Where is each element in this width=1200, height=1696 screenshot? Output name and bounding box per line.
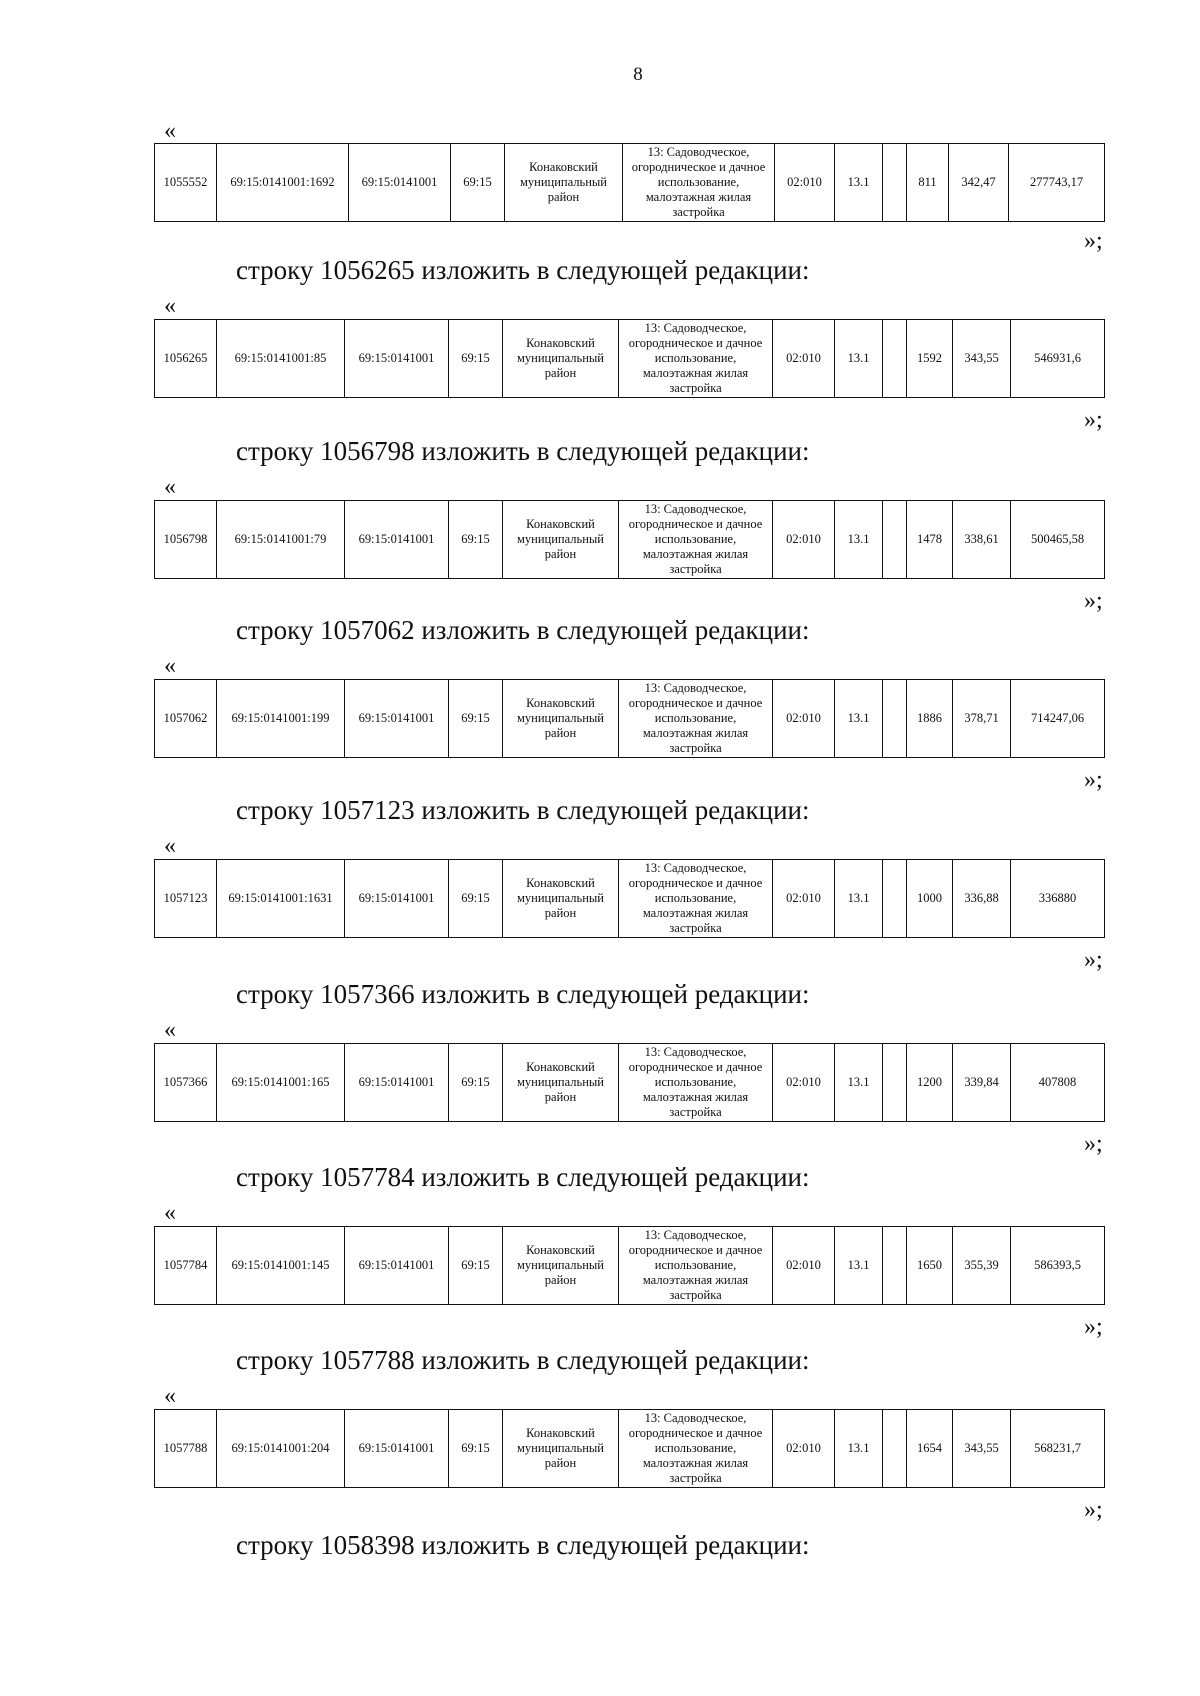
open-quote: « xyxy=(164,1383,176,1409)
cell-district-code: 69:15 xyxy=(449,1227,503,1305)
cell-group: 13.1 xyxy=(835,320,883,398)
cell-cadastral-value: 586393,5 xyxy=(1011,1227,1105,1305)
cell-id: 1055552 xyxy=(155,144,217,222)
cell-zone-code: 02:010 xyxy=(775,144,835,222)
cell-specific-value: 343,55 xyxy=(953,1410,1011,1488)
cell-cadastral-number: 69:15:0141001:79 xyxy=(217,501,345,579)
cell-group: 13.1 xyxy=(835,1044,883,1122)
open-quote: « xyxy=(164,293,176,319)
cell-empty xyxy=(883,320,907,398)
cell-empty xyxy=(883,1410,907,1488)
cell-empty xyxy=(883,680,907,758)
cell-group: 13.1 xyxy=(835,501,883,579)
cell-group: 13.1 xyxy=(835,144,883,222)
cell-district-code: 69:15 xyxy=(449,680,503,758)
entry-heading: строку 1056798 изложить в следующей редакции: xyxy=(236,436,810,466)
close-quote: »; xyxy=(1084,1131,1103,1157)
cell-area: 1592 xyxy=(907,320,953,398)
cell-municipality: Конаковский муниципальный район xyxy=(503,320,619,398)
cell-land-use: 13: Садоводческое, огородническое и дачное использование, малоэтажная жилая застройка xyxy=(619,680,773,758)
table-row xyxy=(155,1227,1105,1305)
data-table xyxy=(154,679,1105,758)
table-row xyxy=(155,1410,1105,1488)
cell-cadastral-number: 69:15:0141001:145 xyxy=(217,1227,345,1305)
close-quote: »; xyxy=(1084,767,1103,793)
cell-group: 13.1 xyxy=(835,680,883,758)
cell-zone-code: 02:010 xyxy=(773,680,835,758)
cell-specific-value: 378,71 xyxy=(953,680,1011,758)
open-quote: « xyxy=(164,833,176,859)
open-quote: « xyxy=(164,118,176,144)
entry-heading: строку 1057062 изложить в следующей редакции: xyxy=(236,615,810,645)
cell-area: 1650 xyxy=(907,1227,953,1305)
data-table xyxy=(154,1409,1105,1488)
cell-group: 13.1 xyxy=(835,860,883,938)
table-row xyxy=(155,860,1105,938)
cell-cadastral-value: 277743,17 xyxy=(1009,144,1105,222)
cell-land-use: 13: Садоводческое, огородническое и дачное использование, малоэтажная жилая застройка xyxy=(619,501,773,579)
cell-area: 1000 xyxy=(907,860,953,938)
close-quote: »; xyxy=(1084,947,1103,973)
cell-district-code: 69:15 xyxy=(451,144,505,222)
cell-cadastral-value: 568231,7 xyxy=(1011,1410,1105,1488)
table-row xyxy=(155,1044,1105,1122)
cell-municipality: Конаковский муниципальный район xyxy=(503,680,619,758)
cell-land-use: 13: Садоводческое, огородническое и дачное использование, малоэтажная жилая застройка xyxy=(619,1227,773,1305)
cell-group: 13.1 xyxy=(835,1410,883,1488)
cell-land-use: 13: Садоводческое, огородническое и дачное использование, малоэтажная жилая застройка xyxy=(619,320,773,398)
data-table xyxy=(154,319,1105,398)
cell-district-code: 69:15 xyxy=(449,1410,503,1488)
cell-id: 1056265 xyxy=(155,320,217,398)
cell-cadastral-number: 69:15:0141001:85 xyxy=(217,320,345,398)
data-table xyxy=(154,1043,1105,1122)
cell-municipality: Конаковский муниципальный район xyxy=(503,501,619,579)
cell-area: 1886 xyxy=(907,680,953,758)
cell-cadastral-number: 69:15:0141001:204 xyxy=(217,1410,345,1488)
close-quote: »; xyxy=(1084,1497,1103,1523)
cell-id: 1057123 xyxy=(155,860,217,938)
cell-district-code: 69:15 xyxy=(449,501,503,579)
cell-municipality: Конаковский муниципальный район xyxy=(505,144,623,222)
cell-id: 1056798 xyxy=(155,501,217,579)
entry-heading: строку 1057123 изложить в следующей редакции: xyxy=(236,795,810,825)
entry-heading: строку 1056265 изложить в следующей редакции: xyxy=(236,255,810,285)
close-quote: »; xyxy=(1084,588,1103,614)
cell-empty xyxy=(883,1044,907,1122)
cell-zone-code: 02:010 xyxy=(773,1410,835,1488)
cell-district-code: 69:15 xyxy=(449,1044,503,1122)
table-row xyxy=(155,680,1105,758)
cell-specific-value: 336,88 xyxy=(953,860,1011,938)
cell-zone-code: 02:010 xyxy=(773,501,835,579)
cell-quarter: 69:15:0141001 xyxy=(345,320,449,398)
cell-area: 1200 xyxy=(907,1044,953,1122)
data-table xyxy=(154,1226,1105,1305)
cell-zone-code: 02:010 xyxy=(773,320,835,398)
cell-cadastral-number: 69:15:0141001:165 xyxy=(217,1044,345,1122)
cell-zone-code: 02:010 xyxy=(773,1044,835,1122)
cell-cadastral-number: 69:15:0141001:1692 xyxy=(217,144,349,222)
cell-quarter: 69:15:0141001 xyxy=(345,680,449,758)
cell-specific-value: 343,55 xyxy=(953,320,1011,398)
cell-quarter: 69:15:0141001 xyxy=(349,144,451,222)
entry-heading: строку 1057784 изложить в следующей редакции: xyxy=(236,1162,810,1192)
open-quote: « xyxy=(164,1017,176,1043)
cell-district-code: 69:15 xyxy=(449,320,503,398)
cell-id: 1057062 xyxy=(155,680,217,758)
data-table xyxy=(154,143,1105,222)
cell-quarter: 69:15:0141001 xyxy=(345,860,449,938)
cell-land-use: 13: Садоводческое, огородническое и дачное использование, малоэтажная жилая застройка xyxy=(619,1410,773,1488)
cell-cadastral-value: 546931,6 xyxy=(1011,320,1105,398)
entry-heading: строку 1057788 изложить в следующей редакции: xyxy=(236,1345,810,1375)
cell-quarter: 69:15:0141001 xyxy=(345,1410,449,1488)
open-quote: « xyxy=(164,653,176,679)
cell-area: 1654 xyxy=(907,1410,953,1488)
cell-municipality: Конаковский муниципальный район xyxy=(503,1227,619,1305)
cell-specific-value: 338,61 xyxy=(953,501,1011,579)
cell-area: 1478 xyxy=(907,501,953,579)
entry-heading: строку 1058398 изложить в следующей редакции: xyxy=(236,1530,810,1560)
table-row xyxy=(155,144,1105,222)
cell-quarter: 69:15:0141001 xyxy=(345,1227,449,1305)
cell-zone-code: 02:010 xyxy=(773,860,835,938)
data-table xyxy=(154,859,1105,938)
close-quote: »; xyxy=(1084,228,1103,254)
cell-cadastral-value: 500465,58 xyxy=(1011,501,1105,579)
cell-quarter: 69:15:0141001 xyxy=(345,1044,449,1122)
cell-empty xyxy=(883,501,907,579)
cell-land-use: 13: Садоводческое, огородническое и дачное использование, малоэтажная жилая застройка xyxy=(623,144,775,222)
cell-cadastral-value: 714247,06 xyxy=(1011,680,1105,758)
cell-group: 13.1 xyxy=(835,1227,883,1305)
table-row xyxy=(155,501,1105,579)
cell-id: 1057366 xyxy=(155,1044,217,1122)
close-quote: »; xyxy=(1084,1314,1103,1340)
cell-empty xyxy=(883,860,907,938)
cell-id: 1057784 xyxy=(155,1227,217,1305)
cell-cadastral-value: 407808 xyxy=(1011,1044,1105,1122)
cell-specific-value: 339,84 xyxy=(953,1044,1011,1122)
cell-land-use: 13: Садоводческое, огородническое и дачное использование, малоэтажная жилая застройка xyxy=(619,1044,773,1122)
cell-cadastral-number: 69:15:0141001:1631 xyxy=(217,860,345,938)
cell-municipality: Конаковский муниципальный район xyxy=(503,1410,619,1488)
close-quote: »; xyxy=(1084,407,1103,433)
cell-municipality: Конаковский муниципальный район xyxy=(503,1044,619,1122)
cell-municipality: Конаковский муниципальный район xyxy=(503,860,619,938)
cell-district-code: 69:15 xyxy=(449,860,503,938)
cell-id: 1057788 xyxy=(155,1410,217,1488)
cell-quarter: 69:15:0141001 xyxy=(345,501,449,579)
cell-cadastral-number: 69:15:0141001:199 xyxy=(217,680,345,758)
open-quote: « xyxy=(164,474,176,500)
cell-cadastral-value: 336880 xyxy=(1011,860,1105,938)
data-table xyxy=(154,500,1105,579)
cell-specific-value: 355,39 xyxy=(953,1227,1011,1305)
cell-area: 811 xyxy=(907,144,949,222)
entry-heading: строку 1057366 изложить в следующей редакции: xyxy=(236,979,810,1009)
cell-specific-value: 342,47 xyxy=(949,144,1009,222)
page-number: 8 xyxy=(633,64,643,85)
cell-land-use: 13: Садоводческое, огородническое и дачное использование, малоэтажная жилая застройка xyxy=(619,860,773,938)
open-quote: « xyxy=(164,1200,176,1226)
cell-empty xyxy=(883,1227,907,1305)
cell-zone-code: 02:010 xyxy=(773,1227,835,1305)
cell-empty xyxy=(883,144,907,222)
table-row xyxy=(155,320,1105,398)
